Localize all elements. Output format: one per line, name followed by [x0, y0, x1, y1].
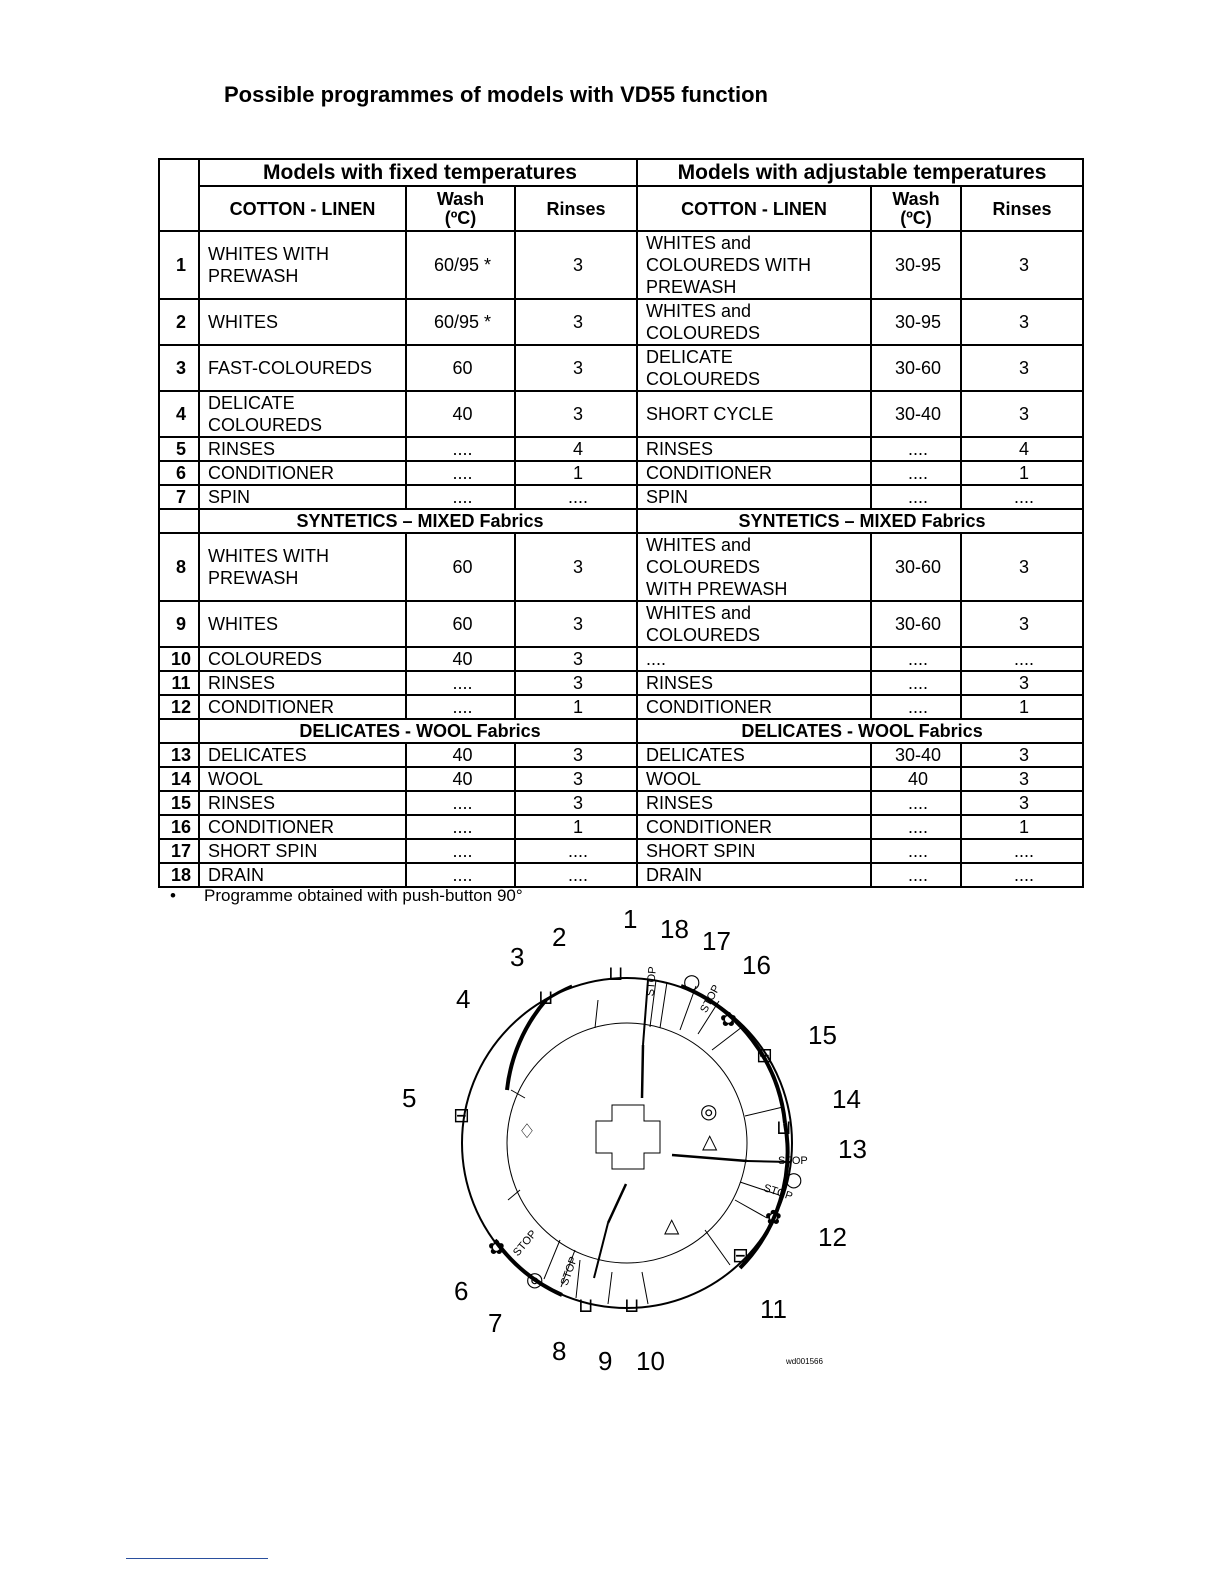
stop-marker: STOP [511, 1228, 540, 1259]
cotton-symbol-icon: ♢ [518, 1119, 536, 1143]
page-footer-line [126, 1558, 268, 1559]
wash-tub-icon: ⊔ [776, 1115, 792, 1139]
dial-label-2: 2 [552, 922, 567, 952]
wool-ball-icon: ◎ [700, 1099, 718, 1123]
section-delicates-fixed: DELICATES - WOOL Fabrics [199, 719, 637, 743]
main-wash-tub-icon: ⊔ [538, 985, 554, 1009]
dial-label-8: 8 [552, 1336, 567, 1366]
bullet-icon: • [170, 886, 176, 905]
col-adj-wash: Wash (ºC) [871, 186, 961, 231]
conditioner-flower-icon: ✿ [488, 1235, 505, 1259]
table-row: 10 COLOUREDS 40 3 .... .... .... [159, 647, 1083, 671]
col-fixed-rinses: Rinses [515, 186, 637, 231]
table-row: 14 WOOL 40 3 WOOL 40 3 [159, 767, 1083, 791]
table-row: 17 SHORT SPIN .... .... SHORT SPIN .... .... [159, 839, 1083, 863]
dial-label-5: 5 [402, 1083, 417, 1113]
delicate-triangle-icon: △ [702, 1129, 718, 1153]
conditioner-flower-icon: ✿ [720, 1007, 737, 1031]
table-row: 16 CONDITIONER .... 1 CONDITIONER .... 1 [159, 815, 1083, 839]
programme-dial-diagram [380, 900, 880, 1380]
footnote: • Programme obtained with push-button 90° [170, 886, 523, 905]
section-delicates-adjustable: DELICATES - WOOL Fabrics [637, 719, 1083, 743]
dial-label-6: 6 [454, 1276, 469, 1306]
table-row: 4 DELICATE COLOUREDS 40 3 SHORT CYCLE 30-40 3 [159, 391, 1083, 437]
stop-marker: STOP [778, 1155, 808, 1167]
dial-label-17: 17 [702, 926, 731, 956]
stop-marker: STOP [698, 983, 723, 1015]
dial-label-14: 14 [832, 1084, 861, 1114]
stop-marker: STOP [644, 966, 660, 997]
table-row: 8 WHITES WITH PREWASH 60 3 WHITES and COLOUREDS WITH PREWASH 30-60 3 [159, 533, 1083, 601]
rinse-tub-icon: ⊟ [732, 1243, 749, 1267]
page-title: Possible programmes of models with VD55 function [224, 82, 768, 107]
table-row: 6 CONDITIONER .... 1 CONDITIONER .... 1 [159, 461, 1083, 485]
dial-label-18: 18 [660, 914, 689, 944]
prewash-tub-icon: ⊔ [578, 1293, 594, 1317]
dial-label-12: 12 [818, 1222, 847, 1252]
conditioner-flower-icon: ✿ [765, 1205, 782, 1229]
stop-marker: STOP [558, 1255, 581, 1288]
rinse-tub-icon: ⊟ [756, 1043, 773, 1067]
table-row: 9 WHITES 60 3 WHITES and COLOUREDS 30-60 3 [159, 601, 1083, 647]
dial-knob-center [596, 1105, 660, 1169]
dial-label-3: 3 [510, 942, 525, 972]
stop-marker: STOP [762, 1182, 795, 1203]
col-adj-rinses: Rinses [961, 186, 1083, 231]
dial-pointer-line-8 [594, 1223, 608, 1278]
dial-label-15: 15 [808, 1020, 837, 1050]
dial-label-4: 4 [456, 984, 471, 1014]
col-adj-fabric: COTTON - LINEN [637, 186, 871, 231]
spin-icon: ○ [683, 969, 701, 993]
table-row: 7 SPIN .... .... SPIN .... .... [159, 485, 1083, 509]
section-synthetics-fixed: SYNTETICS – MIXED Fabrics [199, 509, 637, 533]
table-row: 12 CONDITIONER .... 1 CONDITIONER .... 1 [159, 695, 1083, 719]
corner-cell [159, 159, 199, 231]
group-adjustable-header: Models with adjustable temperatures [637, 159, 1083, 186]
prewash-tub-icon: ⊔ [608, 961, 624, 985]
table-row: 18 DRAIN .... .... DRAIN .... .... [159, 863, 1083, 887]
table-row: 13 DELICATES 40 3 DELICATES 30-40 3 [159, 743, 1083, 767]
spin-icon: ◎ [526, 1267, 544, 1291]
table-row: 2 WHITES 60/95 * 3 WHITES and COLOUREDS 30-95 3 [159, 299, 1083, 345]
synthetic-triangle-icon: △ [664, 1213, 680, 1237]
figure-code: wd001566 [786, 1357, 823, 1366]
table-row: 3 FAST-COLOUREDS 60 3 DELICATE COLOUREDS 30-60 3 [159, 345, 1083, 391]
wash-tub-icon: ⊔ [624, 1293, 640, 1317]
col-fixed-wash: Wash (ºC) [406, 186, 515, 231]
dial-label-16: 16 [742, 950, 771, 980]
table-row: 5 RINSES .... 4 RINSES .... 4 [159, 437, 1083, 461]
table-row: 15 RINSES .... 3 RINSES .... 3 [159, 791, 1083, 815]
dial-label-11: 11 [760, 1294, 787, 1324]
table-row: 11 RINSES .... 3 RINSES .... 3 [159, 671, 1083, 695]
section-row [159, 509, 1083, 533]
programme-table [158, 158, 1084, 888]
col-fixed-fabric: COTTON - LINEN [199, 186, 406, 231]
section-synthetics-adjustable: SYNTETICS – MIXED Fabrics [637, 509, 1083, 533]
table-row: 1 WHITES WITH PREWASH 60/95 * 3 WHITES and COLOUREDS WITH PREWASH 30-95 3 [159, 231, 1083, 299]
group-fixed-header: Models with fixed temperatures [199, 159, 637, 186]
dial-label-9: 9 [598, 1346, 613, 1376]
rinse-tub-icon: ⊟ [453, 1103, 470, 1127]
dial-label-13: 13 [838, 1134, 867, 1164]
spin-icon: ○ [785, 1167, 803, 1191]
dial-label-10: 10 [636, 1346, 665, 1376]
dial-arc-5-4 [507, 1000, 546, 1090]
dial-label-1: 1 [623, 904, 638, 934]
dial-label-7: 7 [488, 1308, 503, 1338]
section-row [159, 719, 1083, 743]
dial-pointer-lines [608, 1045, 747, 1223]
